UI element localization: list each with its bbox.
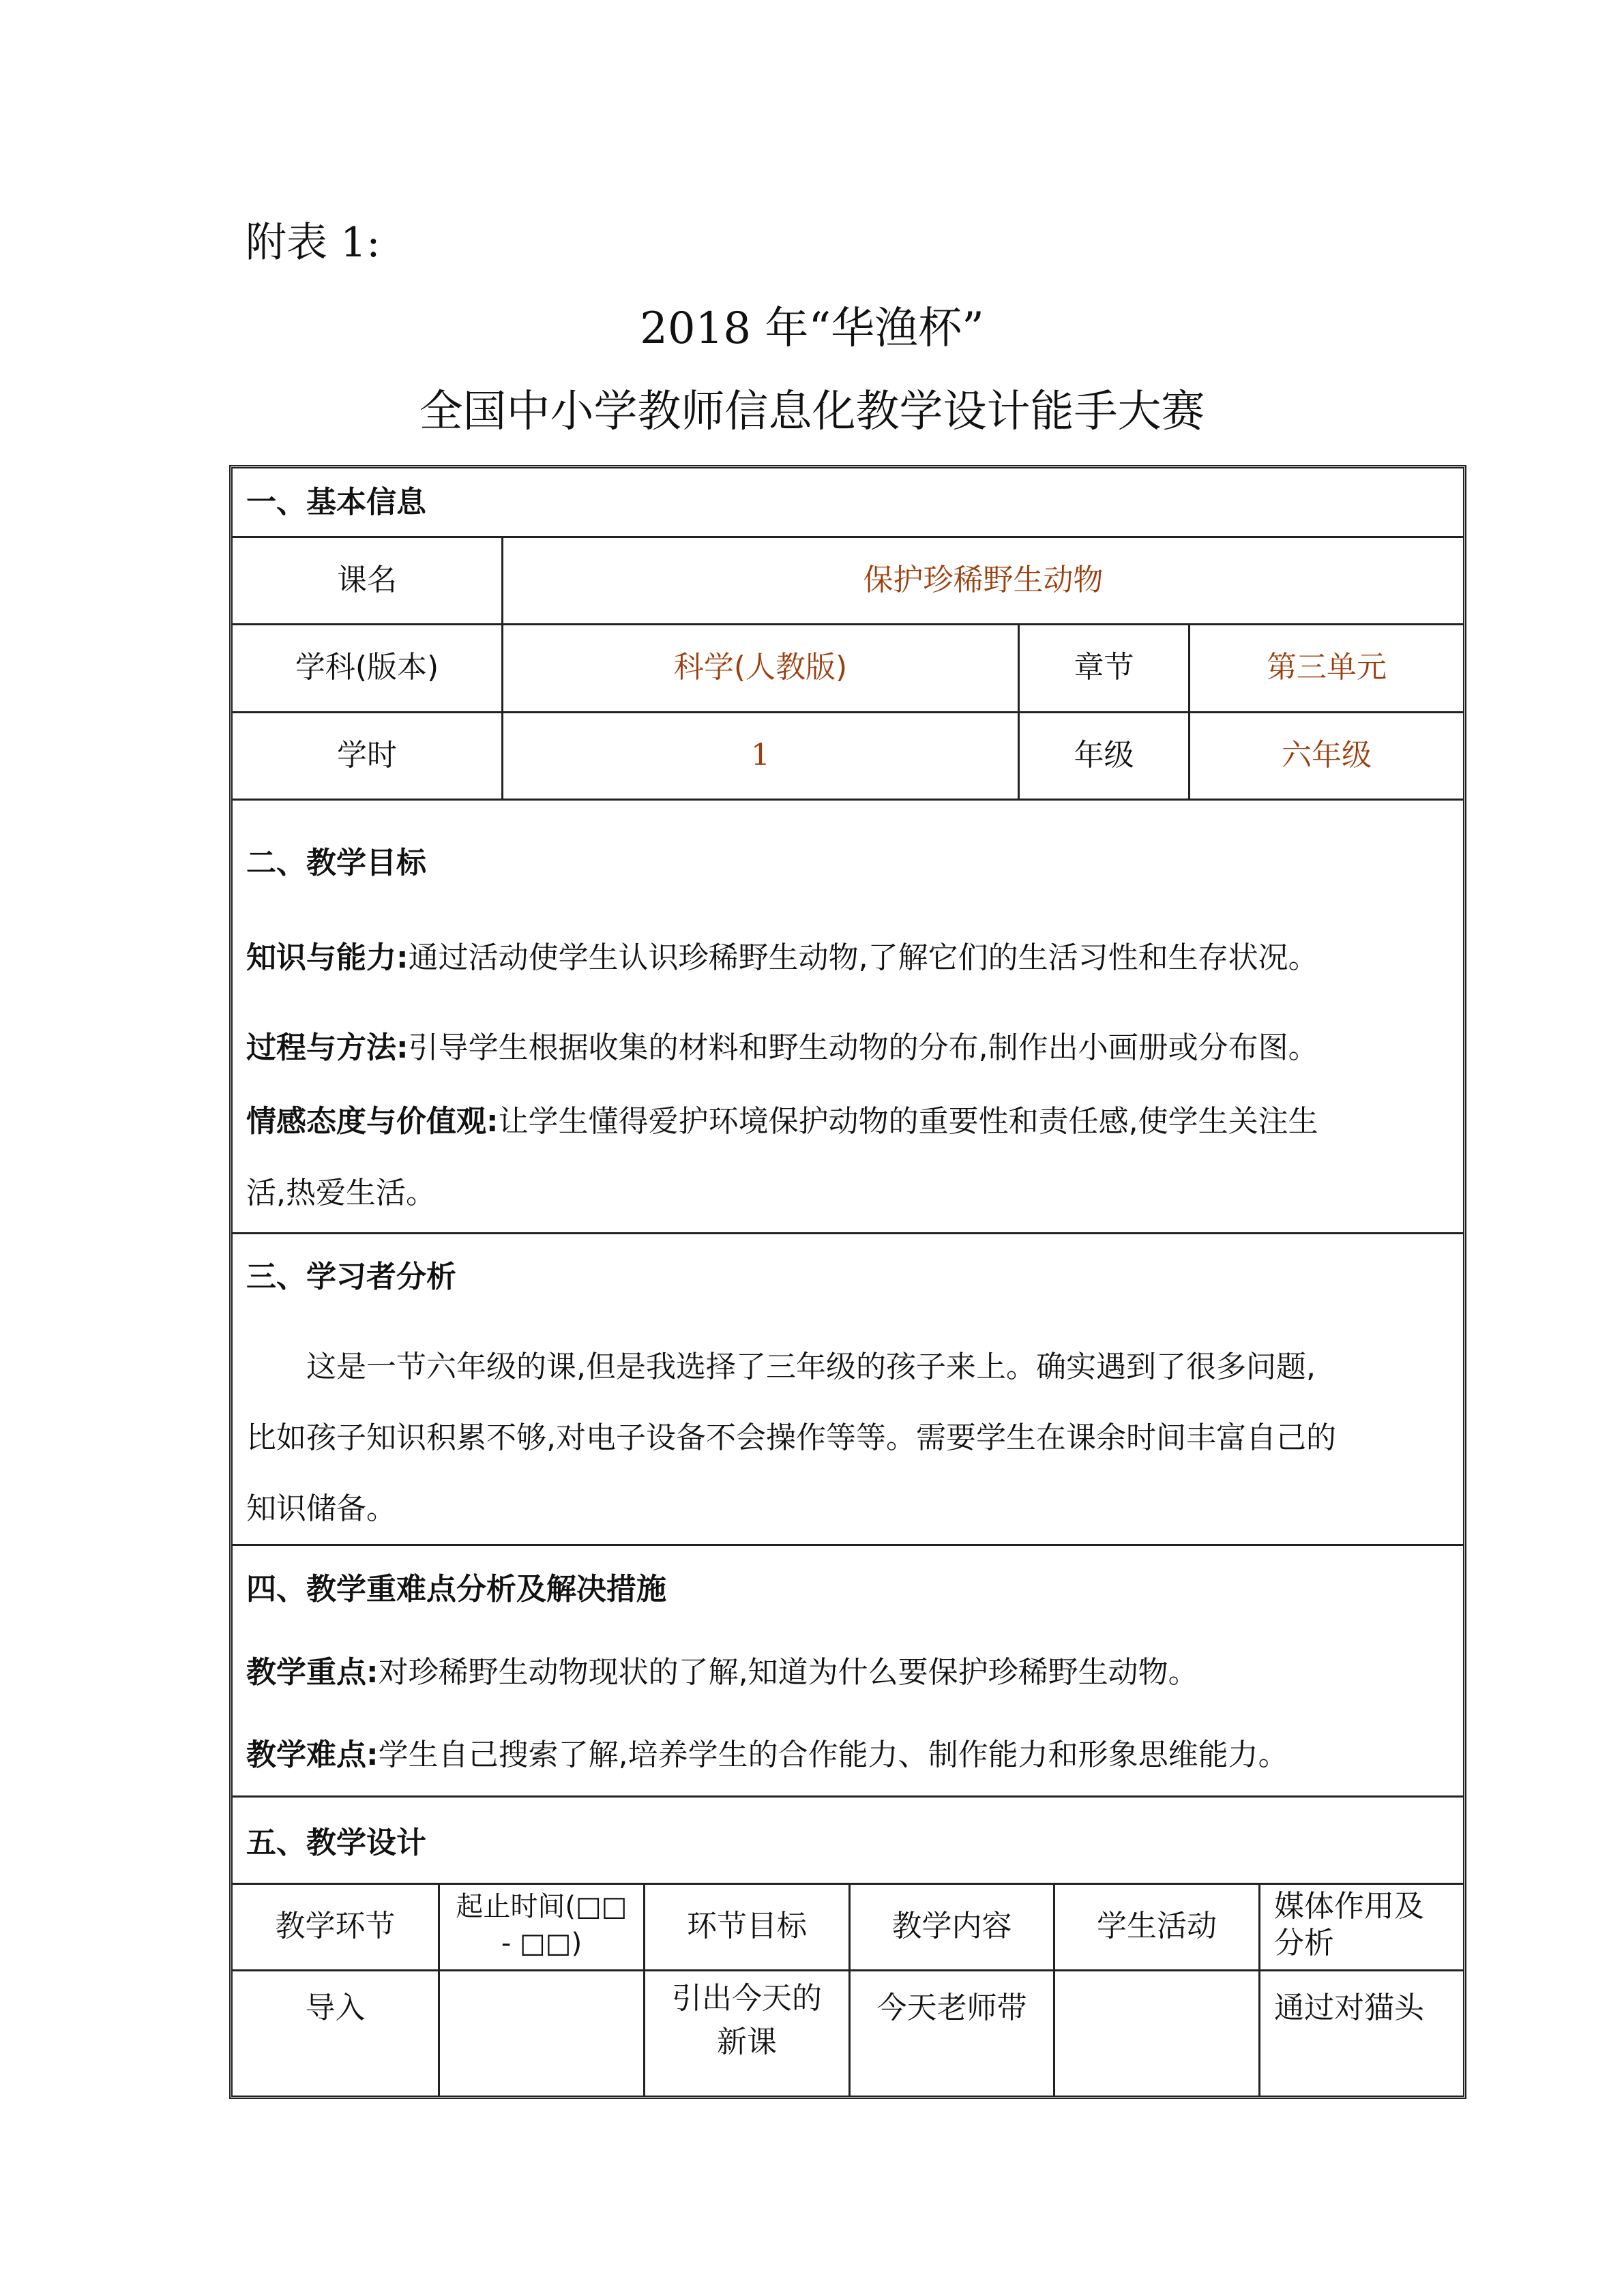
form-table: [229, 465, 1466, 2099]
hours-value: 1: [751, 738, 770, 773]
course-value: 保护珍稀野生动物: [863, 563, 1104, 597]
rule: [233, 1544, 1463, 1546]
col-header-goal: 环节目标: [687, 1909, 807, 1943]
title-line-1: 2018 年“华渔杯”: [640, 303, 984, 354]
col-header-stage: 教学环节: [275, 1909, 396, 1943]
grade-value: 六年级: [1282, 738, 1372, 773]
col-header-activity: 学生活动: [1097, 1909, 1217, 1943]
chapter-value: 第三单元: [1267, 650, 1387, 685]
goal-emotion-text-2: 活,热爱生活。: [246, 1176, 436, 1210]
learner-analysis-line3: 知识储备。: [246, 1491, 396, 1526]
subject-value: 科学(人教版): [673, 650, 848, 685]
row1-media: 通过对猫头: [1274, 1991, 1424, 2025]
goal-emotion: [246, 1104, 1318, 1139]
key-point-text: 对珍稀野生动物现状的了解,知道为什么要保护珍稀野生动物。: [378, 1655, 1198, 1690]
col-header-media-2: 分析: [1274, 1926, 1334, 1960]
rule: [233, 1969, 1463, 1971]
appendix-label: 附表 1:: [246, 219, 381, 267]
difficulty-point: [246, 1738, 1288, 1773]
goal-emotion-text-1: 让学生懂得爱护环境保护动物的重要性和责任感,使学生关注生: [498, 1104, 1318, 1139]
goal-knowledge-label: 知识与能力:: [246, 940, 409, 975]
goal-knowledge-text: 通过活动使学生认识珍稀野生动物,了解它们的生活习性和生存状况。: [408, 940, 1318, 975]
grade-label: 年级: [1074, 738, 1134, 773]
rule: [233, 1883, 1463, 1885]
rule: [1258, 1883, 1260, 2096]
key-point-label: 教学重点:: [246, 1655, 379, 1690]
section4-heading: 四、教学重难点分析及解决措施: [246, 1572, 666, 1607]
hours-label: 学时: [337, 738, 397, 773]
goal-process-text: 引导学生根据收集的材料和野生动物的分布,制作出小画册或分布图。: [408, 1030, 1318, 1065]
key-point: [246, 1655, 1198, 1690]
chapter-label: 章节: [1074, 650, 1134, 685]
row1-content: 今天老师带: [876, 1991, 1027, 2025]
section5-heading: 五、教学设计: [246, 1825, 426, 1860]
col-header-media-1: 媒体作用及: [1274, 1889, 1424, 1924]
rule: [233, 623, 1463, 625]
rule: [233, 1795, 1463, 1798]
section3-heading: 三、学习者分析: [246, 1259, 456, 1294]
learner-analysis-line1: 这是一节六年级的课,但是我选择了三年级的孩子来上。确实遇到了很多问题,: [306, 1350, 1316, 1384]
row1-goal-1: 引出今天的: [672, 1981, 822, 2016]
goal-process: [246, 1030, 1318, 1066]
section2-heading: 二、教学目标: [246, 846, 426, 880]
rule: [233, 1232, 1463, 1234]
col-header-content: 教学内容: [891, 1909, 1012, 1943]
row1-goal-2: 新课: [717, 2025, 777, 2059]
col-header-time-1: 起止时间(□□: [456, 1891, 628, 1922]
difficulty-point-label: 教学难点:: [246, 1738, 379, 1772]
difficulty-point-text: 学生自己搜索了解,培养学生的合作能力、制作能力和形象思维能力。: [378, 1738, 1288, 1772]
title-line-2: 全国中小学教师信息化教学设计能手大赛: [419, 387, 1205, 437]
course-label: 课名: [337, 563, 397, 597]
subject-label: 学科(版本): [295, 650, 439, 685]
section1-heading: 一、基本信息: [246, 485, 426, 520]
goal-process-label: 过程与方法:: [246, 1030, 409, 1065]
rule: [233, 536, 1463, 538]
row1-stage: 导入: [305, 1991, 366, 2025]
learner-analysis-line2: 比如孩子知识积累不够,对电子设备不会操作等等。需要学生在课余时间丰富自己的: [246, 1420, 1336, 1455]
col-header-time-2: - □□): [501, 1928, 582, 1959]
rule: [233, 799, 1463, 801]
rule: [233, 711, 1463, 713]
goal-emotion-label: 情感态度与价值观:: [246, 1104, 499, 1139]
goal-knowledge: [246, 940, 1318, 976]
